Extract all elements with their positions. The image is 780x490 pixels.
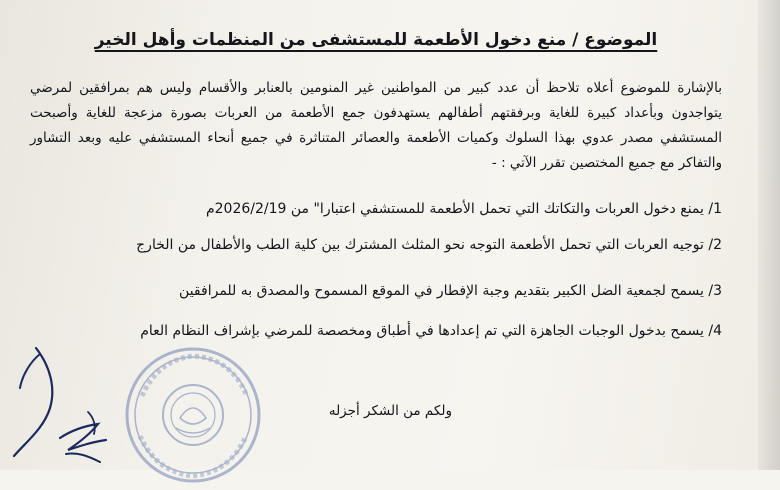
clause-item: 1/ يمنع دخول العربات والتكاتك التي تحمل الأطعمة للمستشفي اعتبارا" من 2026/2/19م — [205, 201, 722, 217]
closing-line: ولكم من الشكر أجزله — [328, 403, 452, 419]
clause-item: 2/ توجيه العربات التي تحمل الأطعمة التوجه نحو المثلث المشترك بين كلية الطب والأطفال من الخارج — [136, 237, 722, 253]
subject-line: الموضوع / منع دخول الأطعمة للمستشفى من المنظمات وأهل الخير — [94, 30, 658, 50]
handwritten-signature-icon — [0, 342, 120, 470]
body-paragraph: بالإشارة للموضوع أعلاه تلاحظ أن عدد كبير من المواطنين غير المنومين بالعنابر والأقسام وليس هم بمرافقين لمرضي يتواجدون وبأعداد كبيرة للغاية وبرفقتهم أطفالهم يستهدفون جمع الأطعمة من العربات بصورة مزعجة للغاية وأصبحت المستشفي مصدر عدوي بهذا السلوك وكميات الأطعمة والعصائر المتناثرة في جميع أنحاء المستشفي عليه وبعد التشاور والتفاكر مع جميع المختصين تقرر الآتي : - — [30, 80, 722, 171]
official-seal-icon — [118, 340, 268, 490]
clause-item: 3/ يسمح لجمعية الضل الكبير بتقديم وجبة الإفطار في الموقع المسموح والمصدق به للمرافقين — [179, 283, 722, 299]
clause-item: 4/ يسمح بدخول الوجبات الجاهزة التي تم إعدادها في أطباق ومخصصة للمرضي بإشراف النظام العام — [140, 323, 722, 339]
page-edge-shadow — [758, 0, 780, 470]
